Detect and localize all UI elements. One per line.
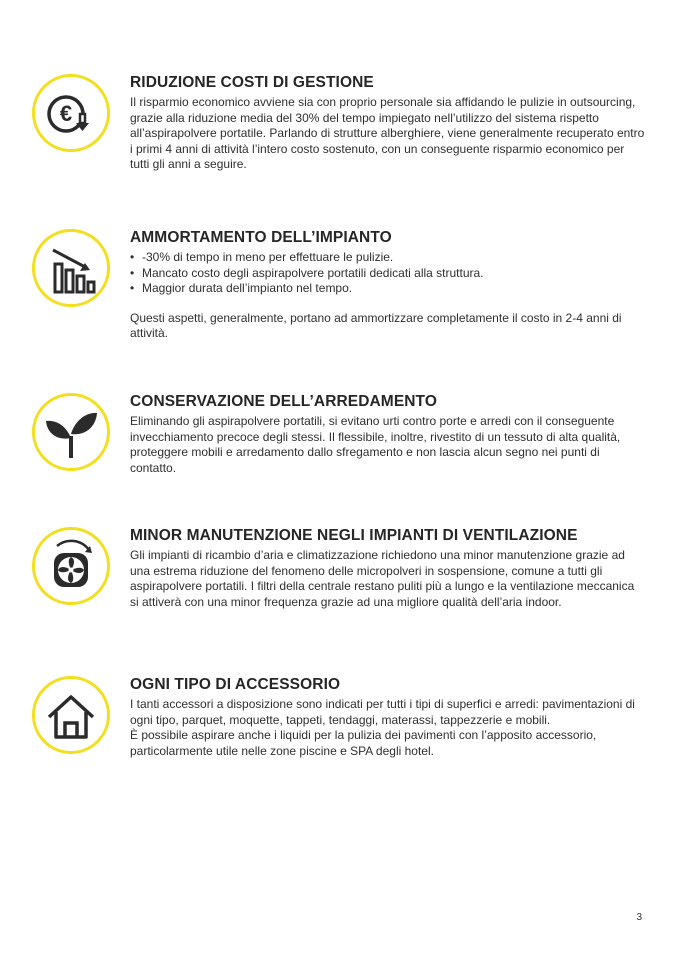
svg-text:€: €	[59, 101, 73, 126]
section-paragraph: Il risparmio economico avviene sia con proprio personale sia affidando le pulizie in outsourcing, grazie alla riduzione media del 30% del tempo impiegato nell’utilizzo del sistema rispetto all’aspirapolvere portatile. Parlando di strutture alberghiere, viene generalmente recuperato entro i primi 4 anni di attività l’intero costo sostenuto, con un conseguente risparmio economico per tutti gli anni a seguire.	[130, 95, 645, 171]
section-title: MINOR MANUTENZIONE NEGLI IMPIANTI DI VENTILAZIONE	[130, 527, 578, 544]
section-paragraph: È possibile aspirare anche i liquidi per la pulizia dei pavimenti con l’apposito accessorio, particolarmente utile nelle zone piscine e SPA degli hotel.	[130, 728, 597, 758]
list-item: • -30% di tempo in meno per effettuare le pulizie.	[130, 250, 645, 266]
bullet-list	[130, 250, 645, 297]
badge	[32, 527, 110, 605]
list-item: • Mancato costo degli aspirapolvere portatili dedicati alla struttura.	[130, 266, 645, 282]
badge	[32, 229, 110, 307]
section-title: CONSERVAZIONE DELL’ARREDAMENTO	[130, 393, 437, 410]
section-paragraph: Questi aspetti, generalmente, portano ad ammortizzare completamente il costo in 2-4 anni di attività.	[130, 310, 622, 340]
sprout-icon	[35, 396, 107, 468]
ventilation-fan-icon	[35, 530, 107, 602]
badge	[32, 676, 110, 754]
page-number: 3	[636, 912, 642, 923]
declining-bar-chart-icon	[35, 232, 107, 304]
euro-down-icon	[35, 77, 107, 149]
section-paragraph: Gli impianti di ricambio d’aria e climatizzazione richiedono una minor manutenzione grazie ad una estrema riduzione del fenomeno delle micropolveri in sospensione, comune a tutti gli aspirapolvere portatili. I filtri della centrale restano puliti più a lungo e la ventilazione meccanica si attiverà con una minor frequenza grazie ad una migliore qualità dell’aria indoor.	[130, 548, 635, 609]
list-item: • Maggior durata dell’impianto nel tempo.	[130, 281, 645, 297]
section-title: AMMORTAMENTO DELL’IMPIANTO	[130, 229, 392, 246]
house-icon	[35, 679, 107, 751]
section-title: RIDUZIONE COSTI DI GESTIONE	[130, 74, 374, 91]
section-paragraph: Eliminando gli aspirapolvere portatili, si evitano urti contro porte e arredi con il conseguente invecchiamento precoce degli stessi. Il flessibile, inoltre, rivestito di un tessuto di alta qualità, proteggere mobili e arredamento dallo sfregamento e non lascia alcun segno nei punti di contatto.	[130, 414, 621, 475]
badge	[32, 74, 110, 152]
section-paragraph: I tanti accessori a disposizione sono indicati per tutti i tipi di superfici e arredi: pavimentazioni di ogni tipo, parquet, moquette, tappeti, tendaggi, materassi, tappezzerie e mobili.	[130, 697, 635, 727]
badge	[32, 393, 110, 471]
section-title: OGNI TIPO DI ACCESSORIO	[130, 676, 341, 693]
